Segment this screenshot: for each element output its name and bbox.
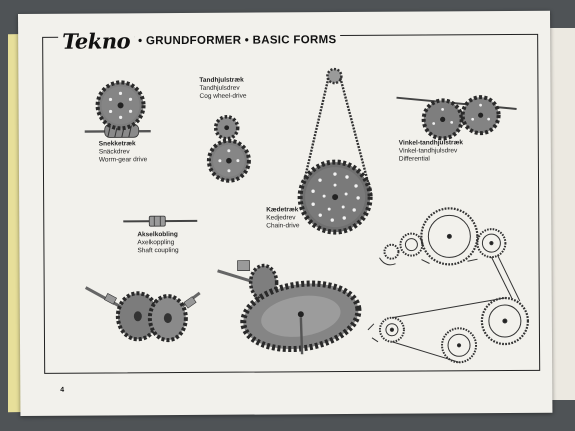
caption-worm-gear xyxy=(99,140,147,164)
brochure-page xyxy=(18,11,552,416)
caption-angled-gears xyxy=(399,139,463,163)
page-number: 4 xyxy=(60,386,65,394)
caption-chain-drive xyxy=(266,206,299,230)
gear-train-diagram xyxy=(379,208,505,265)
caption-swedish: Snäckdrev xyxy=(98,148,130,156)
shaft-coupling-illustration xyxy=(123,216,197,226)
caption-swedish: Tandhjulsdrev xyxy=(199,84,240,92)
caption-danish: Vinkel-tandhjulstræk xyxy=(398,139,463,147)
chain-drive-illustration xyxy=(299,69,371,232)
worm-gear-illustration xyxy=(84,82,150,137)
caption-cog-wheel xyxy=(199,77,246,101)
caption-swedish: Vinkel-tandhjulsdrev xyxy=(398,147,458,155)
caption-english: Chain-drive xyxy=(266,222,300,230)
caption-swedish: Axelkoppling xyxy=(137,239,175,247)
belt-drive-diagram xyxy=(367,255,528,363)
caption-english: Cog wheel-drive xyxy=(199,92,247,100)
bevel-gears-illustration xyxy=(86,287,200,341)
caption-shaft-coupling xyxy=(137,231,178,255)
caption-danish: Snekketræk xyxy=(98,140,136,148)
caption-english: Worm-gear drive xyxy=(98,156,148,164)
caption-swedish: Kedjedrev xyxy=(266,214,296,222)
crown-gear-illustration xyxy=(218,260,363,357)
angled-gears-illustration xyxy=(397,97,517,139)
cog-wheel-illustration xyxy=(209,117,249,181)
tekno-logo: Tekno xyxy=(58,28,134,53)
caption-danish: Akselkobling xyxy=(137,231,178,239)
caption-danish: Kædetræk xyxy=(266,206,299,214)
caption-english: Differential xyxy=(398,155,430,163)
caption-english: Shaft coupling xyxy=(137,247,179,255)
caption-danish: Tandhjulstræk xyxy=(199,76,244,84)
page-title: • GRUNDFORMER • BASIC FORMS xyxy=(134,34,340,47)
